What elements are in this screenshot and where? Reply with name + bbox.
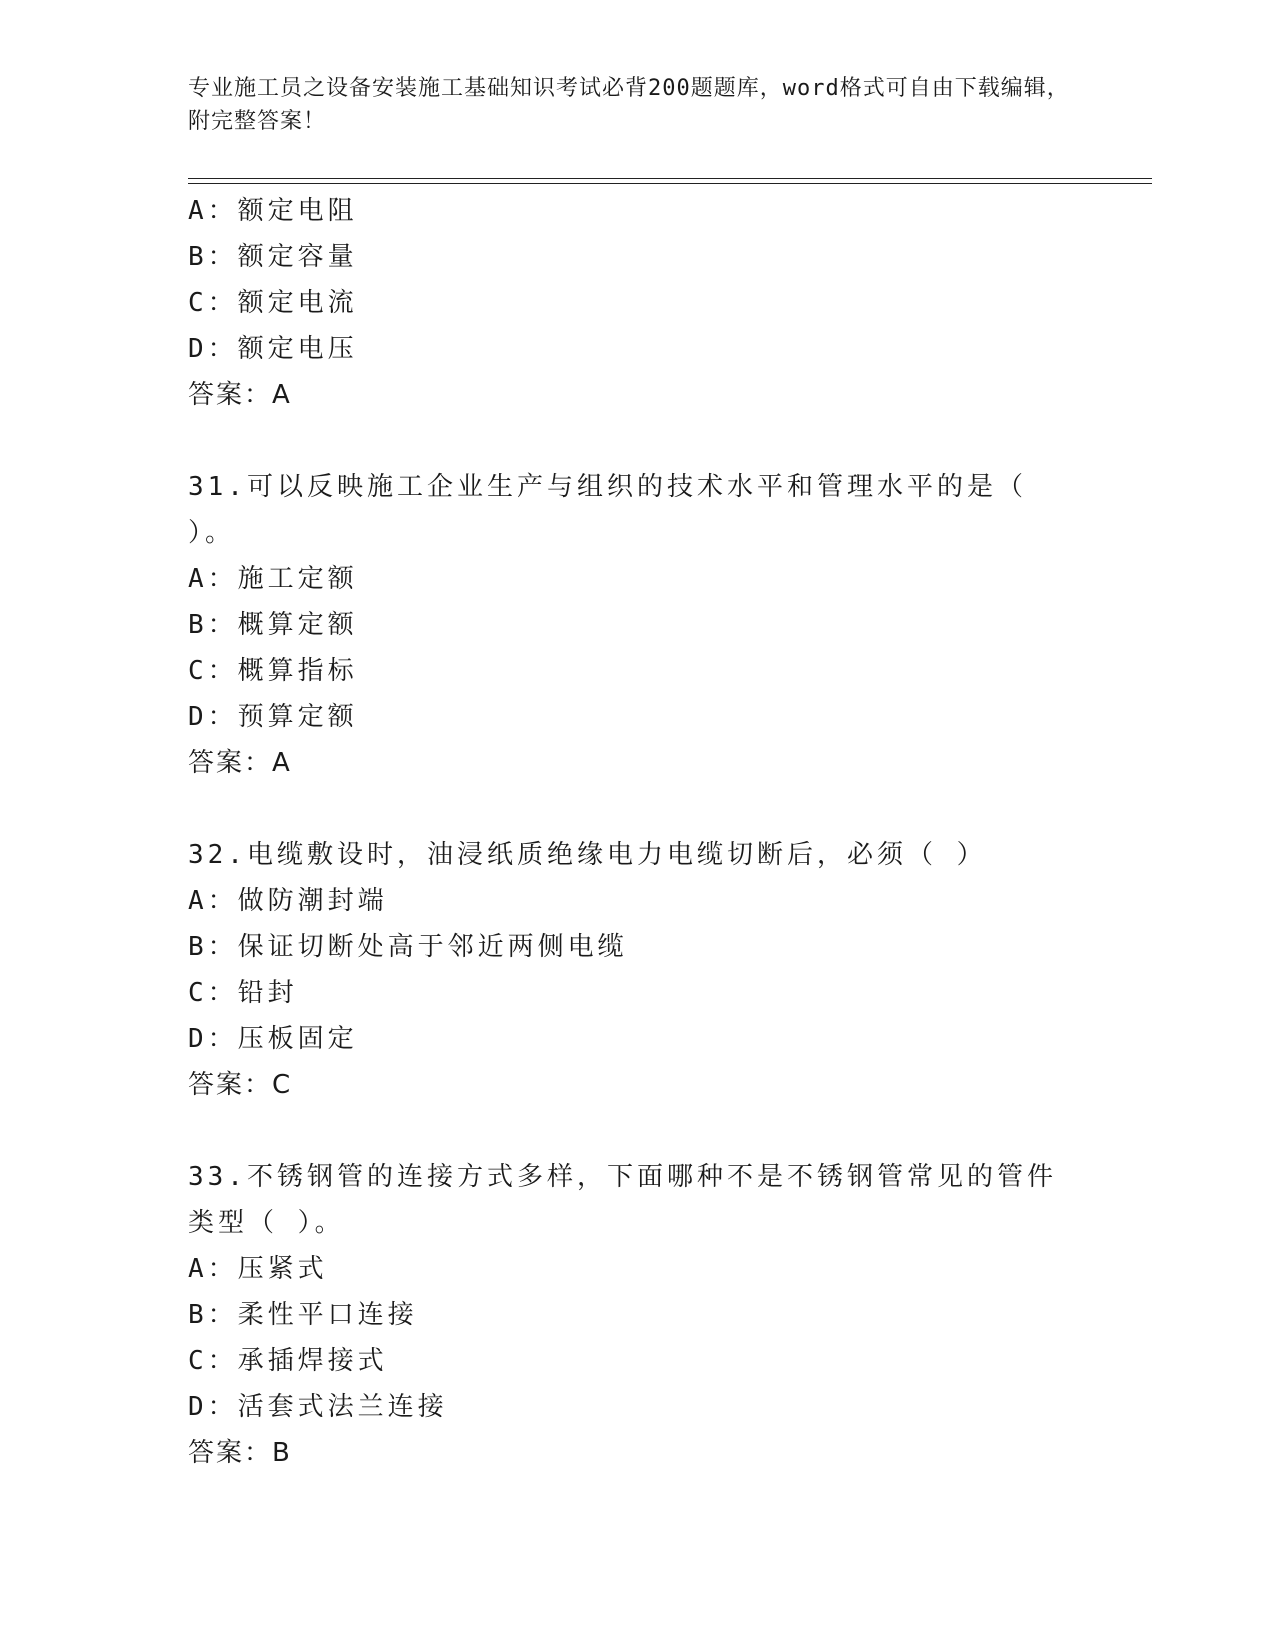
option-b: B：保证切断处高于邻近两侧电缆 (188, 932, 628, 962)
document-header: 专业施工员之设备安装施工基础知识考试必背200题题库，word格式可自由下载编辑，附完整答案！ (188, 76, 1070, 134)
document-body (188, 188, 1152, 1476)
option-d: D：活套式法兰连接 (188, 1392, 448, 1422)
spacer (188, 786, 1152, 832)
spacer (188, 1108, 1152, 1154)
option-d: D：额定电压 (188, 334, 358, 364)
question-text: 32.电缆敷设时，油浸纸质绝缘电力电缆切断后，必须（ ） (188, 840, 987, 870)
question-block-partial (188, 188, 1152, 418)
spacer (188, 418, 1152, 464)
header-rule-bottom (188, 183, 1152, 184)
option-a: A：做防潮封端 (188, 886, 388, 916)
option-a: A：额定电阻 (188, 196, 358, 226)
question-text: 31.可以反映施工企业生产与组织的技术水平和管理水平的是（ ）。 (188, 472, 1027, 548)
answer-line: 答案：C (188, 1070, 293, 1100)
option-a: A：施工定额 (188, 564, 358, 594)
answer-line: 答案：A (188, 380, 292, 410)
option-c: C：额定电流 (188, 288, 358, 318)
answer-line: 答案：B (188, 1438, 292, 1468)
question-block-31 (188, 464, 1152, 786)
option-b: B：概算定额 (188, 610, 358, 640)
option-c: C：铅封 (188, 978, 298, 1008)
option-c: C：概算指标 (188, 656, 358, 686)
question-block-33 (188, 1154, 1152, 1476)
header-rule-top (188, 178, 1152, 179)
option-b: B：额定容量 (188, 242, 358, 272)
option-d: D：预算定额 (188, 702, 358, 732)
option-b: B：柔性平口连接 (188, 1300, 418, 1330)
answer-line: 答案：A (188, 748, 292, 778)
option-a: A：压紧式 (188, 1254, 328, 1284)
question-text: 33.不锈钢管的连接方式多样，下面哪种不是不锈钢管常见的管件类型（ ）。 (188, 1162, 1057, 1238)
question-block-32 (188, 832, 1152, 1108)
option-c: C：承插焊接式 (188, 1346, 388, 1376)
option-d: D：压板固定 (188, 1024, 358, 1054)
